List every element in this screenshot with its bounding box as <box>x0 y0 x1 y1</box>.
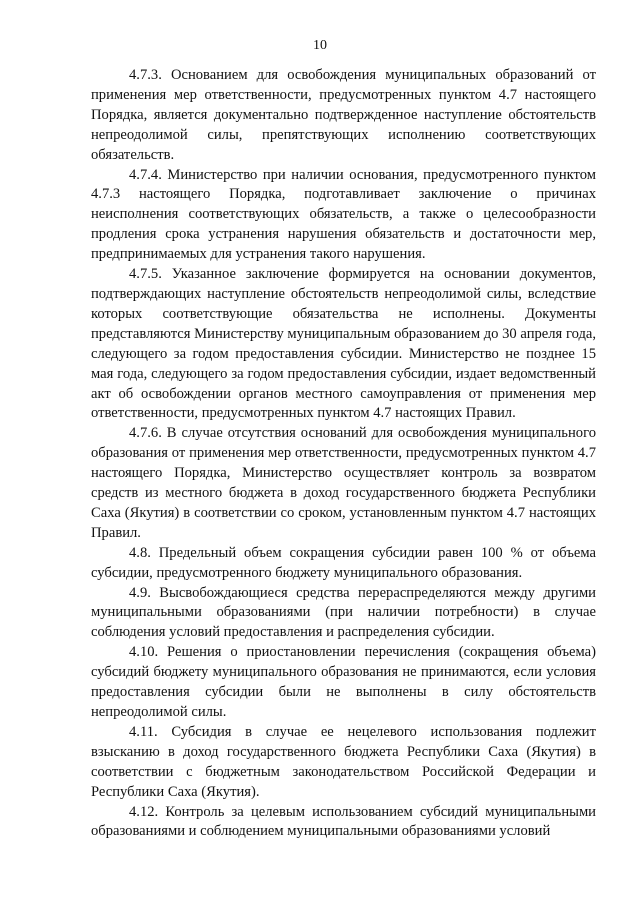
paragraph-4-12: 4.12. Контроль за целевым использованием субсидий муниципальными образованиями и соблюдением муниципальными образованиями условий <box>91 803 596 840</box>
paragraph-4-7-3: 4.7.3. Основанием для освобождения муниципальных образований от применения мер ответственности, предусмотренных пунктом 4.7 настоящего Порядка, является документально подтвержденное наступление обстоятельств непреодолимой силы, препятствующих исполнению соответствующих обязательств. <box>91 67 596 163</box>
paragraph-4-10: 4.10. Решения о приостановлении перечисления (сокращения объема) субсидий бюджету муниципального образования не принимаются, если условия предоставления субсидии были не выполнены в силу обстоятельств непреодолимой силы. <box>91 644 596 720</box>
page-number: 10 <box>313 38 327 53</box>
paragraph-4-7-4: 4.7.4. Министерство при наличии основания, предусмотренного пунктом 4.7.3 настоящего Порядка, подготавливает заключение о причинах неисполнения соответствующих обязательств, а также о целесообразности продления срока устранения нарушения обязательств и достаточности мер, предпринимаемых для устранения такого нарушения. <box>91 166 596 263</box>
document-body <box>91 66 596 842</box>
paragraph-4-8: 4.8. Предельный объем сокращения субсидии равен 100 % от объема субсидии, предусмотренного бюджету муниципального образования. <box>91 544 596 581</box>
paragraph-4-7-5: 4.7.5. Указанное заключение формируется на основании документов, подтверждающих наступление обстоятельств непреодолимой силы, вследствие которых соответствующие обязательства не исполнены. Документы представляются Министерству муниципальным образованием до 30 апреля года, следующего за годом предоставления субсидии. Министерство не позднее 15 мая года, следующего за годом предоставления субсидии, издает ведомственный акт об освобождении органов местного самоуправления от применения мер ответственности, предусмотренных пунктом 4.7 настоящих Правил. <box>91 266 596 422</box>
paragraph-4-9: 4.9. Высвобождающиеся средства перераспределяются между другими муниципальными образованиями (при наличии потребности) в случае соблюдения условий предоставления и распределения субсидии. <box>91 584 596 641</box>
paragraph-4-11: 4.11. Субсидия в случае ее нецелевого использования подлежит взысканию в доход государственного бюджета Республики Саха (Якутия) в соответствии с бюджетным законодательством Российской Федерации и Республики Саха (Якутия). <box>91 723 596 800</box>
paragraph-4-7-6: 4.7.6. В случае отсутствия оснований для освобождения муниципального образования от применения мер ответственности, предусмотренных пунктом 4.7 настоящего Порядка, Министерство осуществляет контроль за возвратом средств из местного бюджета в доход государственного бюджета Республики Саха (Якутия) в соответствии со сроком, установленным пунктом 4.7 настоящих Правил. <box>91 425 596 541</box>
